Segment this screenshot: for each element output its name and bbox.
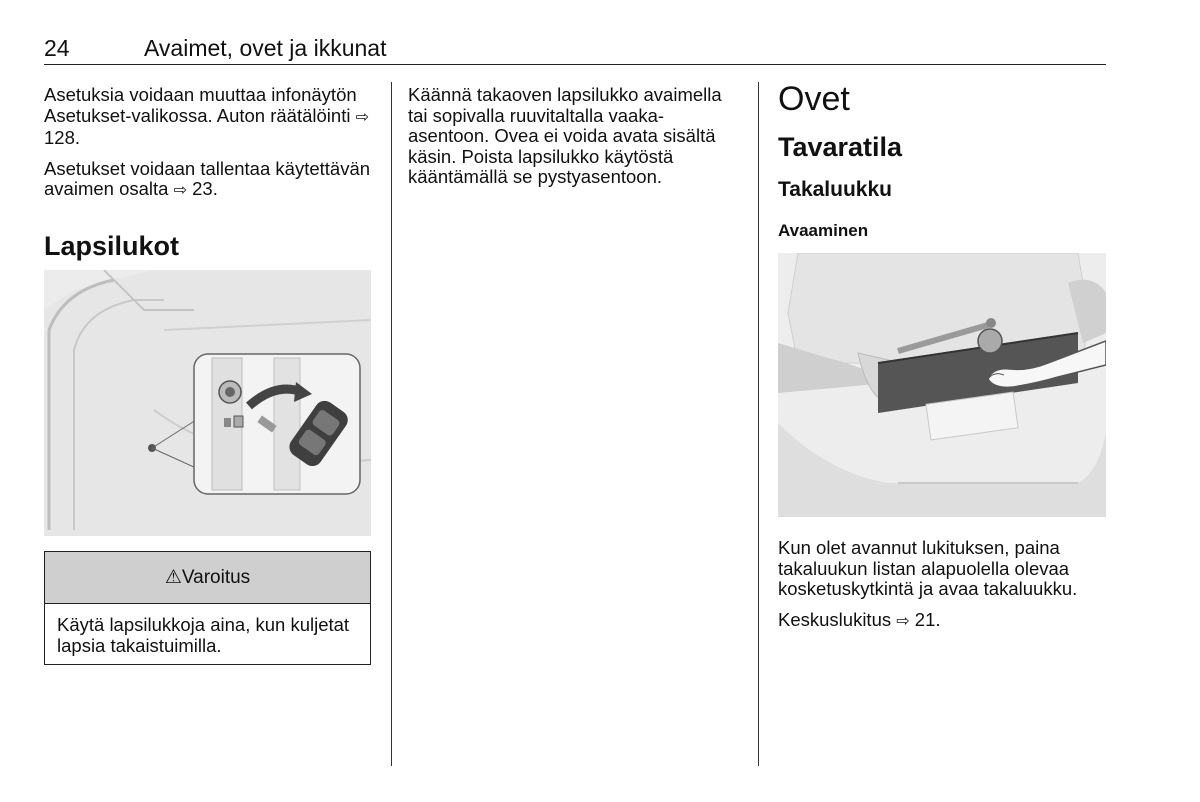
column-1 [44, 85, 374, 212]
save-settings-paragraph [44, 159, 374, 202]
section-heading-doors: Ovet [778, 80, 850, 118]
warning-title: Varoitus [181, 566, 251, 588]
warning-triangle-icon: ⚠ [164, 567, 182, 588]
child-locks-heading: Lapsilukot [44, 231, 180, 261]
page-number: 24 [44, 35, 70, 61]
settings-text: Asetuksia voidaan muuttaa infonäytön Asetukset-valikossa. Auton räätälöinti [44, 84, 357, 126]
central-locking-reference [778, 610, 1108, 633]
settings-paragraph [44, 85, 374, 149]
xref-page-link[interactable]: 128. [44, 127, 81, 148]
section-heading-tailgate: Takaluukku [778, 178, 892, 201]
tailgate-illustration [778, 253, 1106, 517]
central-locking-text: Keskuslukitus [778, 608, 892, 630]
save-settings-text: Asetukset voidaan tallentaa käytettävän avaimen osalta [44, 157, 371, 199]
column-divider-1 [391, 82, 392, 766]
warning-box [44, 551, 371, 665]
chapter-title: Avaimet, ovet ja ikkunat [144, 35, 387, 61]
section-heading-cargo: Tavaratila [778, 132, 903, 162]
xref-page-link[interactable]: 23. [192, 178, 218, 199]
column-3-text [778, 538, 1108, 642]
xref-arrow-icon: ⇨ [896, 612, 910, 630]
xref-page-link[interactable]: 21. [914, 608, 941, 630]
page-header [44, 32, 1106, 65]
xref-arrow-icon: ⇨ [173, 182, 187, 199]
section-heading-opening: Avaaminen [778, 221, 869, 240]
column-2 [408, 85, 742, 198]
child-lock-illustration [44, 270, 371, 536]
tailgate-drawing [778, 253, 1106, 517]
column-divider-2 [758, 82, 759, 766]
warning-text: Käytä lapsilukkoja aina, kun kuljetat lapsia takaistuimilla. [57, 614, 350, 656]
xref-arrow-icon: ⇨ [355, 108, 369, 126]
child-lock-instruction: Käännä takaoven lapsilukko avaimella tai sopivalla ruuvitaltalla vaaka-asentoon. Ovea ei voida avata sisältä käsin. Poista lapsilukko käytöstä kääntämällä se pystyasentoon. [408, 84, 722, 187]
tailgate-opening-instruction: Kun olet avannut lukituksen, paina takaluukun listan alapuolella olevaa kosketuskytkintä ja avaa takaluukku. [778, 537, 1078, 599]
warning-header [45, 552, 370, 604]
door-key-drawing [44, 270, 371, 536]
